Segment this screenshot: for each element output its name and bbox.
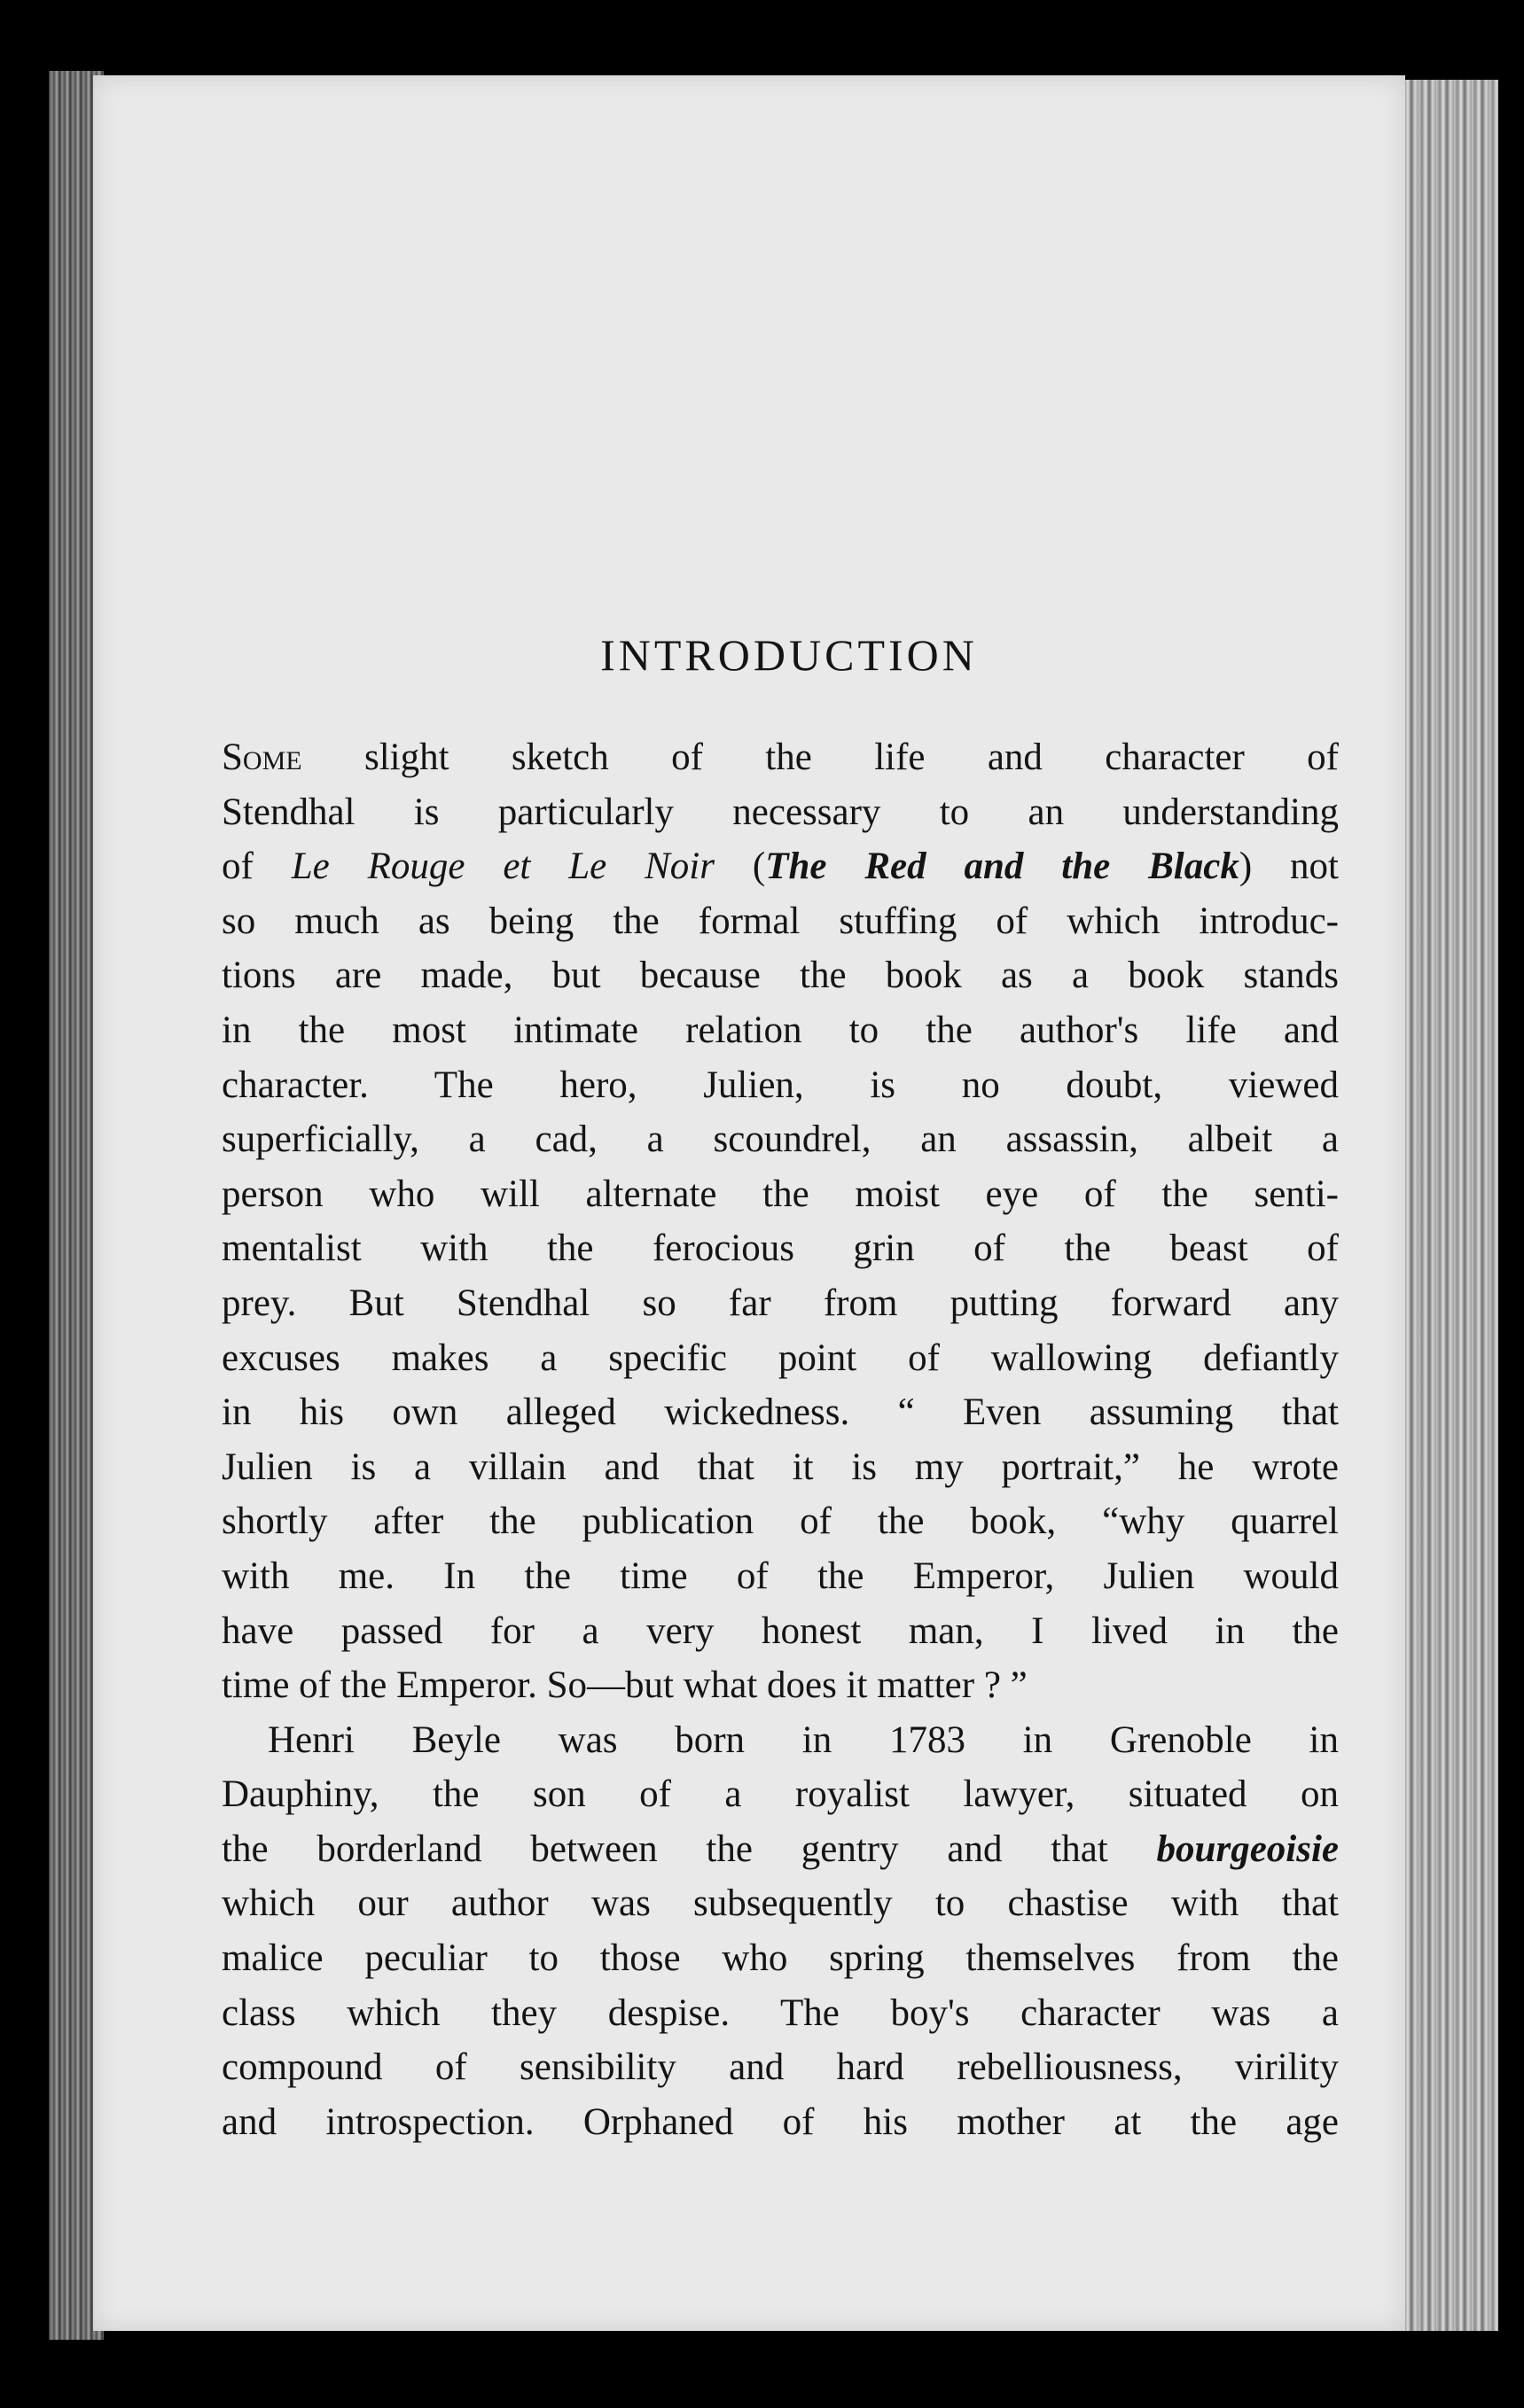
text-line [222,1822,1339,1877]
text-line: have passed for a very honest man, I lived in the [222,1609,1339,1652]
text-line: excuses makes a specific point of wallowing defiantly [222,1336,1339,1379]
text-line: so much as being the formal stuffing of which introduc- [222,900,1339,942]
text-line: class which they despise. The boy's character was a [222,1991,1339,2034]
paragraph-2 [222,1713,1339,2150]
text-line: person who will alternate the moist eye of the senti- [222,1173,1339,1215]
text-line: shortly after the publication of the book, “why quarrel [222,1500,1339,1543]
page-text [222,629,1339,2149]
paragraph-1 [222,730,1339,1713]
italic-word: bourgeoisie [1156,1827,1339,1870]
text-line: in his own alleged wickedness. “ Even assuming that [222,1391,1339,1434]
text-line: and introspection. Orphaned of his mother at the age [222,2100,1339,2143]
text-line: mentalist with the ferocious grin of the beast of [222,1227,1339,1270]
text-line: compound of sensibility and hard rebelliousness, virility [222,2046,1339,2089]
line-text: ) not [1239,846,1339,888]
chapter-heading: INTRODUCTION [600,630,978,680]
book-page [93,75,1405,2331]
text-line: malice peculiar to those who spring themselves from the [222,1937,1339,1980]
text-line: in the most intimate relation to the author's life and [222,1009,1339,1051]
text-line: Dauphiny, the son of a royalist lawyer, situated on [222,1773,1339,1816]
text-line: superficially, a cad, a scoundrel, an assassin, albeit a [222,1118,1339,1161]
text-line: character. The hero, Julien, is no doubt, viewed [222,1064,1339,1106]
italic-title-french: Le Rouge et Le Noir [291,846,715,888]
line-text: ( [714,846,766,888]
small-caps-opening: Some [222,736,302,778]
line-text: the borderland between the gentry and that [222,1827,1157,1870]
text-line: time of the Emperor. So—but what does it matter ? ” [222,1664,1028,1707]
text-line: Julien is a villain and that it is my portrait,” he wrote [222,1446,1339,1488]
text-line: which our author was subsequently to chastise with that [222,1882,1339,1925]
text-line [222,730,1339,785]
text-line: Henri Beyle was born in 1783 in Grenoble in [268,1718,1339,1761]
text-line: tions are made, but because the book as a book stands [222,955,1339,997]
text-line: with me. In the time of the Emperor, Julien would [222,1555,1339,1597]
text-line [222,839,1339,894]
italic-title-english: The Red and the Black [765,846,1239,888]
line-text: of [222,846,292,888]
text-line: Stendhal is particularly necessary to an understanding [222,791,1339,833]
text-line: prey. But Stendhal so far from putting forward any [222,1282,1339,1324]
line-text: slight sketch of the life and character of [301,736,1339,778]
